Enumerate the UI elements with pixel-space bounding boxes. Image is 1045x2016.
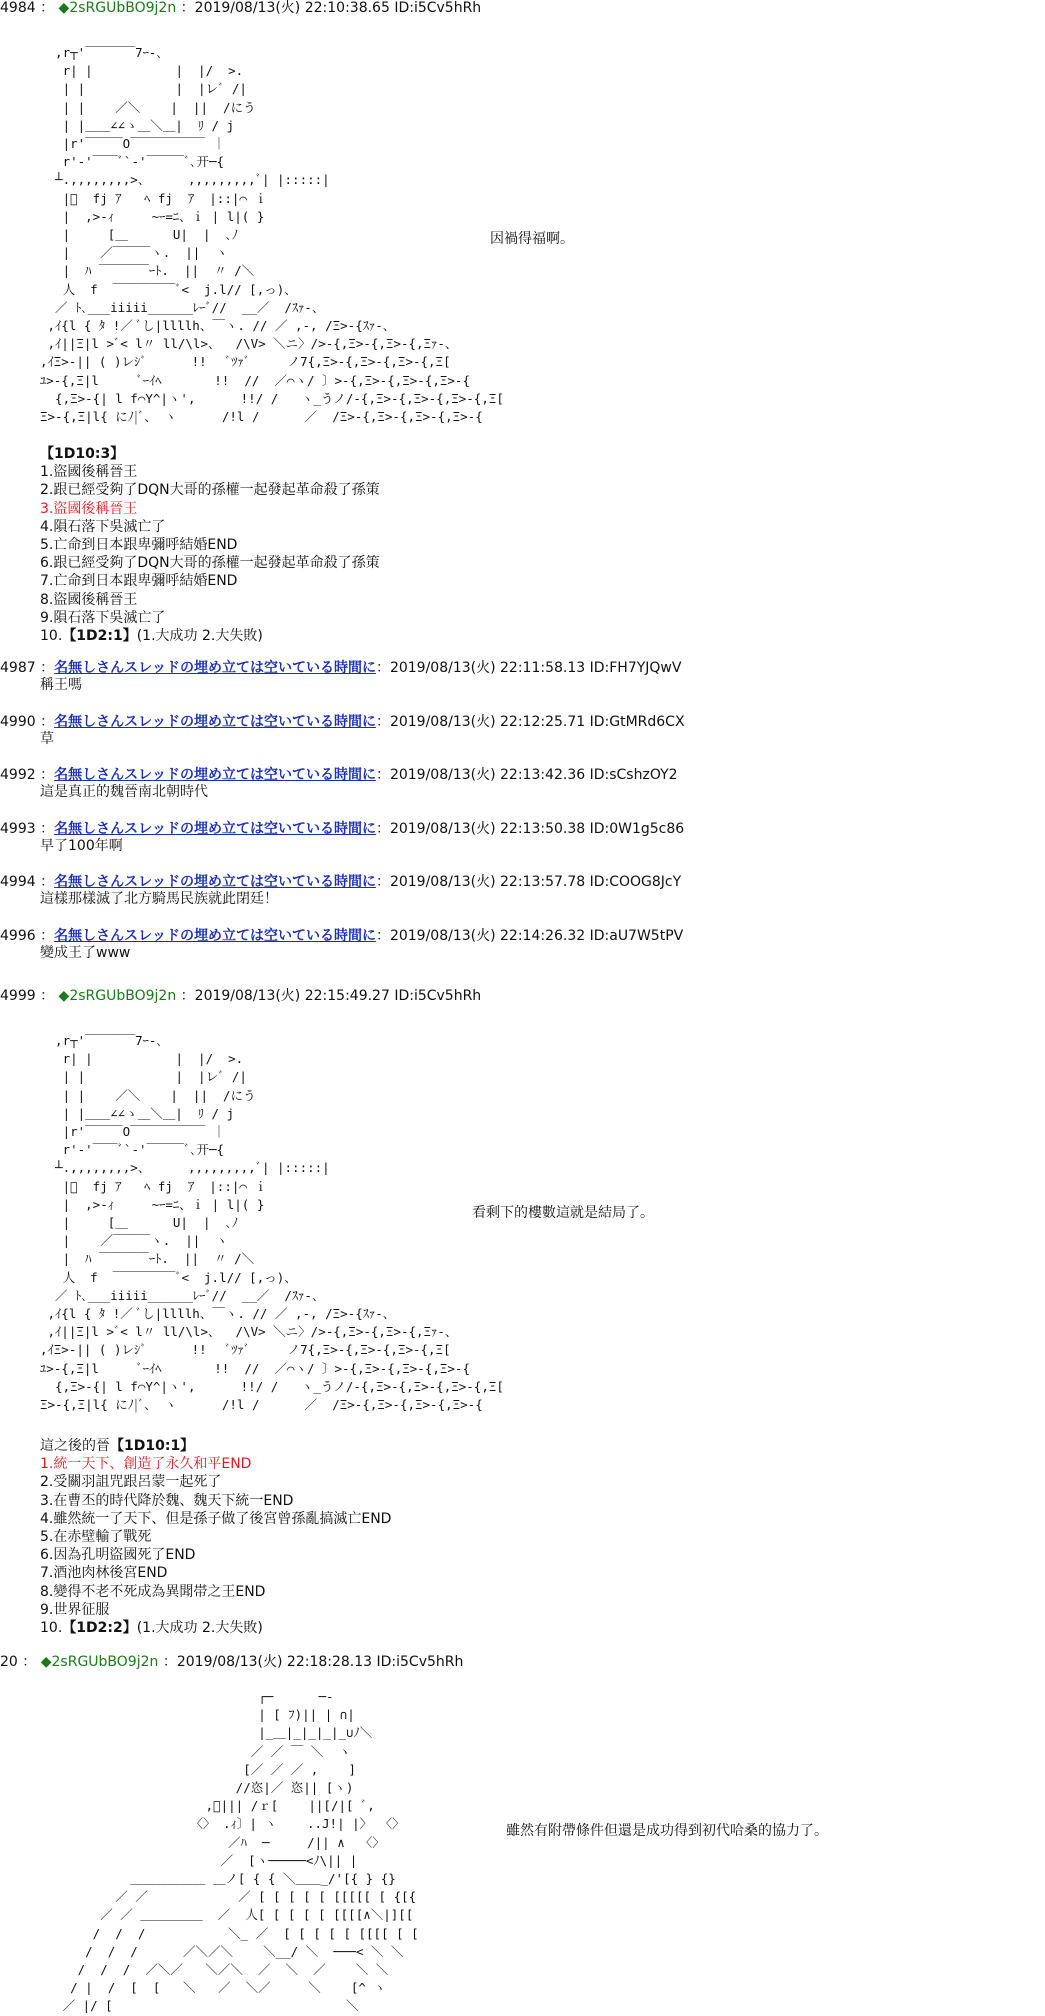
line-text: 10. — [40, 628, 63, 644]
diamond-icon: ◆ — [40, 1654, 52, 1670]
post-number[interactable]: 4990 — [0, 714, 36, 730]
post-meta: ：2019/08/13(火) 22:15:49.27 ID:i5Cv5hRh — [180, 988, 482, 1004]
post-header — [0, 988, 481, 1004]
reply-text: 這是真正的魏晉南北朝時代 — [40, 784, 208, 800]
choice-line — [40, 555, 380, 571]
line-text: 8.盜國後稱晉王 — [40, 591, 138, 608]
separator: ： — [22, 1654, 37, 1670]
line-text: 5.亡命到日本跟卑彌呼結婚END — [40, 537, 238, 553]
reply-text: 稱王嗎 — [40, 677, 82, 693]
post-meta: ：2019/08/13(火) 22:14:26.32 ID:aU7W5tPV — [375, 928, 684, 944]
post-number[interactable]: 4992 — [0, 767, 36, 783]
choice-line — [40, 482, 380, 498]
line-text: 5.在赤壁輸了戰死 — [40, 1529, 152, 1545]
choice-line — [40, 1547, 195, 1563]
post-number[interactable]: 4993 — [0, 821, 36, 837]
choice-line — [40, 573, 237, 589]
post-meta: ：2019/08/13(火) 22:10:38.65 ID:i5Cv5hRh — [180, 0, 482, 16]
separator: ： — [40, 0, 55, 16]
line-text: 10. — [40, 1620, 63, 1636]
diamond-icon: ◆ — [58, 988, 70, 1004]
separator: ： — [40, 928, 55, 944]
poster-name-link[interactable]: 名無しさんスレッドの埋め立ては空いている時間に — [54, 660, 376, 676]
choice-line — [40, 519, 165, 535]
post-header — [0, 1654, 463, 1670]
separator: ： — [40, 714, 55, 730]
post-number[interactable]: 4987 — [0, 660, 36, 676]
separator: ： — [40, 767, 55, 783]
line-text: 9.世界征服 — [40, 1601, 110, 1618]
separator: ： — [40, 660, 55, 676]
poster-name-link[interactable]: 名無しさんスレッドの埋め立ては空いている時間に — [54, 821, 376, 837]
line-note: (1.大成功 2.大失敗) — [136, 1620, 263, 1636]
dice-result: 【1D2:1】 — [62, 628, 137, 644]
post-header — [0, 660, 681, 676]
post-number[interactable]: 20 — [0, 1654, 18, 1670]
post-header — [0, 767, 678, 783]
ascii-art: ,r┬'￣￣￣￣7ｰ-､ r| | | |/ >. | | | |レﾞ /| | | ／＼ | || /にう | |＿＿∠∠ゝ＿＼＿| ﾘ / j |r'￣￣￣O￣￣￣￣￣￣ ｜ r'‐'￣￣ﾞ`‐'￣￣￣ﾞ､开─{ ┴.,,,,,,,,>、 ,,,,,,,,,ﾞ| |:::::| |ﾞ fj ｱ ﾍ fj ｱ |::|⌒ ｉ | ,>-ｨ ~ｰ=ﾆ、ｉ | l|( } | [＿ U| | ､ﾉ | ／￣￣￣ヽ. || ヽ | ﾊ ￣￣￣￣ｰﾄ. || 〃 /＼ 人 f ￣￣￣￣￣ﾞ< j.l// [,っ)、 ／ ﾄ､___iiiii______ﾚｰﾞ// __／ /ｽｧ-、 ,ｲ{l { ﾀ !／ ﾞし|llllh、￣ヽ. // ／ ,-, /Ξ>-{ｽｧ-、 ,ｲ||Ξ|l >ﾞ< l〃 ll/\l>、 /\V> ＼ニ〉/>-{,Ξ>-{,Ξ>-{,Ξｧ-、 ,ｲΞ>-|| ( )レｼﾞ !! ﾞﾂｧﾞ ノ7{,Ξ>-{,Ξ>-{,Ξ>-{,Ξ[ ﾕ>-{,Ξ|l ﾞｰｲﾍ !! // ／⌒ヽ/ 〕>-{,Ξ>-{,Ξ>-{,Ξ>-{ {,Ξ>-{| l f⌒Y^|ヽ', !!/ / ヽ_うノ/-{,Ξ>-{,Ξ>-{,Ξ>-{,Ξ[ Ξ>-{,Ξ|l{ にﾉ|ﾞ、 ヽ /!l / ／ /Ξ>-{,Ξ>-{,Ξ>-{,Ξ>-{ — [40, 1033, 504, 1413]
reply-text: 變成王了www — [40, 945, 131, 961]
choice-line — [40, 1474, 221, 1490]
choice-line — [40, 1529, 151, 1545]
choice-line — [40, 1620, 263, 1636]
choice-line — [40, 464, 137, 480]
reply-text: 草 — [40, 731, 54, 747]
line-text: 1.盜國後稱晉王 — [40, 464, 138, 481]
line-text: 2.跟已經受夠了DQN大哥的孫權一起發起革命殺了孫策 — [40, 482, 380, 499]
poster-name-link[interactable]: 名無しさんスレッドの埋め立ては空いている時間に — [54, 874, 376, 890]
choice-line — [40, 1584, 265, 1600]
post-comment: 看剩下的樓數這就是結局了。 — [472, 1205, 654, 1221]
line-text: 2.受關羽詛咒跟呂蒙一起死了 — [40, 1474, 222, 1491]
separator: ： — [40, 874, 55, 890]
choice-line — [40, 1602, 109, 1618]
post-meta: ：2019/08/13(火) 22:13:57.78 ID:COOG8JcY — [375, 874, 682, 890]
post-comment: 雖然有附帶條件但還是成功得到初代哈桑的協力了。 — [506, 1823, 828, 1839]
post-number[interactable]: 4994 — [0, 874, 36, 890]
dice-result: 【1D10:3】 — [40, 446, 125, 462]
choice-line — [40, 592, 137, 608]
choice-line — [40, 537, 237, 553]
choice-line — [40, 501, 137, 517]
ascii-art: ┌─ ─- | [ ﾌ)|| | ∩| |_＿|_|_|_|_∪ﾉ＼ ／ ／ ￣ ＼ ヽ [／ ／ ／ , ] //恣|／ 恣|| [ヽ) ,ﾞ||| /ｒ[ ||[/|[ ﾞ, 〈〉 .ｨ〕| ヽ ..J!| |〉 〈〉 ／ﾊ ─ /|| ∧ 〈〉 ／ [ヽ─────<ﾉ\|| | ＿＿＿＿＿＿ ＿ノ[ { { ＼＿＿_/'[{ } {} ／ ／ ／ [ [ [ [ [ [[[[[ [ {[{ ／ ／ ＿＿＿＿＿ ／ 人[ [ [ [ [ [[[[∧＼|][[ / / / ＼_ ／ [ [ [ [ [ [[[[ [ [ / / / ／＼／＼ ＼__/ ＼ ───< ＼ ＼ / / / ／＼／ ＼／＼ ／ ＼ ／ ＼ ＼ / | / [ [ ＼ ／ ＼／ ＼ [^ ヽ ／ |/ [ ＼ — [62, 1689, 419, 2014]
separator: ： — [40, 988, 55, 1004]
line-text: 6.因為孔明盜國死了END — [40, 1547, 196, 1564]
tripcode: 2sRGUbBO9j2n — [69, 988, 177, 1004]
choice-line — [40, 1456, 251, 1472]
line-text: 7.亡命到日本跟卑彌呼結婚END — [40, 573, 238, 590]
choice-line — [40, 1565, 167, 1581]
post-number[interactable]: 4984 — [0, 0, 36, 16]
line-text: 9.隕石落下吳滅亡了 — [40, 609, 166, 626]
post-meta: ：2019/08/13(火) 22:18:28.13 ID:i5Cv5hRh — [162, 1654, 464, 1670]
line-text: 3.盜國後稱晉王 — [40, 500, 138, 517]
line-text: 7.酒池肉林後宮END — [40, 1565, 168, 1582]
post-header — [0, 0, 481, 16]
post-header — [0, 928, 683, 944]
choice-line — [40, 1438, 194, 1454]
poster-name-link[interactable]: 名無しさんスレッドの埋め立ては空いている時間に — [54, 714, 376, 730]
line-text: 8.變得不老不死成為異聞帯之王END — [40, 1583, 266, 1600]
dice-result: 【1D10:1】 — [110, 1438, 195, 1454]
post-comment: 因禍得福啊。 — [490, 231, 574, 247]
choice-line — [40, 1493, 293, 1509]
post-number[interactable]: 4999 — [0, 988, 36, 1004]
post-header — [0, 714, 685, 730]
reply-text: 早了100年啊 — [40, 838, 123, 854]
separator: ： — [40, 821, 55, 837]
line-text: 3.在曹丕的時代降於魏、魏天下統一END — [40, 1492, 294, 1509]
line-text: 1.統一天下、創造了永久和平END — [40, 1456, 252, 1473]
line-text: 4.隕石落下吳滅亡了 — [40, 518, 166, 535]
post-meta: ：2019/08/13(火) 22:12:25.71 ID:GtMRd6CX — [375, 714, 685, 730]
tripcode: 2sRGUbBO9j2n — [69, 0, 177, 16]
post-header — [0, 874, 681, 890]
post-meta: ：2019/08/13(火) 22:13:42.36 ID:sCshzOY2 — [375, 767, 678, 783]
post-meta: ：2019/08/13(火) 22:11:58.13 ID:FH7YJQwV — [375, 660, 682, 676]
post-meta: ：2019/08/13(火) 22:13:50.38 ID:0W1g5c86 — [375, 821, 685, 837]
poster-name-link[interactable]: 名無しさんスレッドの埋め立ては空いている時間に — [54, 767, 376, 783]
reply-text: 這樣那樣滅了北方騎馬民族就此閉廷！ — [40, 891, 278, 907]
post-number[interactable]: 4996 — [0, 928, 36, 944]
line-note: (1.大成功 2.大失敗) — [136, 628, 263, 644]
line-text: 6.跟已經受夠了DQN大哥的孫權一起發起革命殺了孫策 — [40, 555, 380, 572]
diamond-icon: ◆ — [58, 0, 70, 16]
dice-result: 【1D2:2】 — [62, 1620, 137, 1636]
line-text: 這之後的晉 — [40, 1438, 110, 1454]
post-header — [0, 821, 684, 837]
line-text: 4.雖然統一了天下、但是孫子做了後宮曾孫亂搞滅亡END — [40, 1510, 392, 1527]
choice-line — [40, 610, 165, 626]
tripcode: 2sRGUbBO9j2n — [51, 1654, 159, 1670]
choice-line — [40, 1511, 391, 1527]
ascii-art: ,r┬'￣￣￣￣7ｰ-､ r| | | |/ >. | | | |レﾞ /| | | ／＼ | || /にう | |＿＿∠∠ゝ＿＼＿| ﾘ / j |r'￣￣￣O￣￣￣￣￣￣ ｜ r'‐'￣￣ﾞ`‐'￣￣￣ﾞ､开─{ ┴.,,,,,,,,>、 ,,,,,,,,,ﾞ| |:::::| |ﾞ fj ｱ ﾍ fj ｱ |::|⌒ ｉ | ,>-ｨ ~ｰ=ﾆ、ｉ | l|( } | [＿ U| | ､ﾉ | ／￣￣￣ヽ. || ヽ | ﾊ ￣￣￣￣ｰﾄ. || 〃 /＼ 人 f ￣￣￣￣￣ﾞ< j.l// [,っ)、 ／ ﾄ､___iiiii______ﾚｰﾞ// __／ /ｽｧ-、 ,ｲ{l { ﾀ !／ ﾞし|llllh、￣ヽ. // ／ ,-, /Ξ>-{ｽｧ-、 ,ｲ||Ξ|l >ﾞ< l〃 ll/\l>、 /\V> ＼ニ〉/>-{,Ξ>-{,Ξ>-{,Ξｧ-、 ,ｲΞ>-|| ( )レｼﾞ !! ﾞﾂｧﾞ ノ7{,Ξ>-{,Ξ>-{,Ξ>-{,Ξ[ ﾕ>-{,Ξ|l ﾞｰｲﾍ !! // ／⌒ヽ/ 〕>-{,Ξ>-{,Ξ>-{,Ξ>-{ {,Ξ>-{| l f⌒Y^|ヽ', !!/ / ヽ_うノ/-{,Ξ>-{,Ξ>-{,Ξ>-{,Ξ[ Ξ>-{,Ξ|l{ にﾉ|ﾞ、 ヽ /!l / ／ /Ξ>-{,Ξ>-{,Ξ>-{,Ξ>-{ — [40, 45, 504, 425]
choice-line — [40, 446, 124, 462]
choice-line — [40, 628, 263, 644]
poster-name-link[interactable]: 名無しさんスレッドの埋め立ては空いている時間に — [54, 928, 376, 944]
